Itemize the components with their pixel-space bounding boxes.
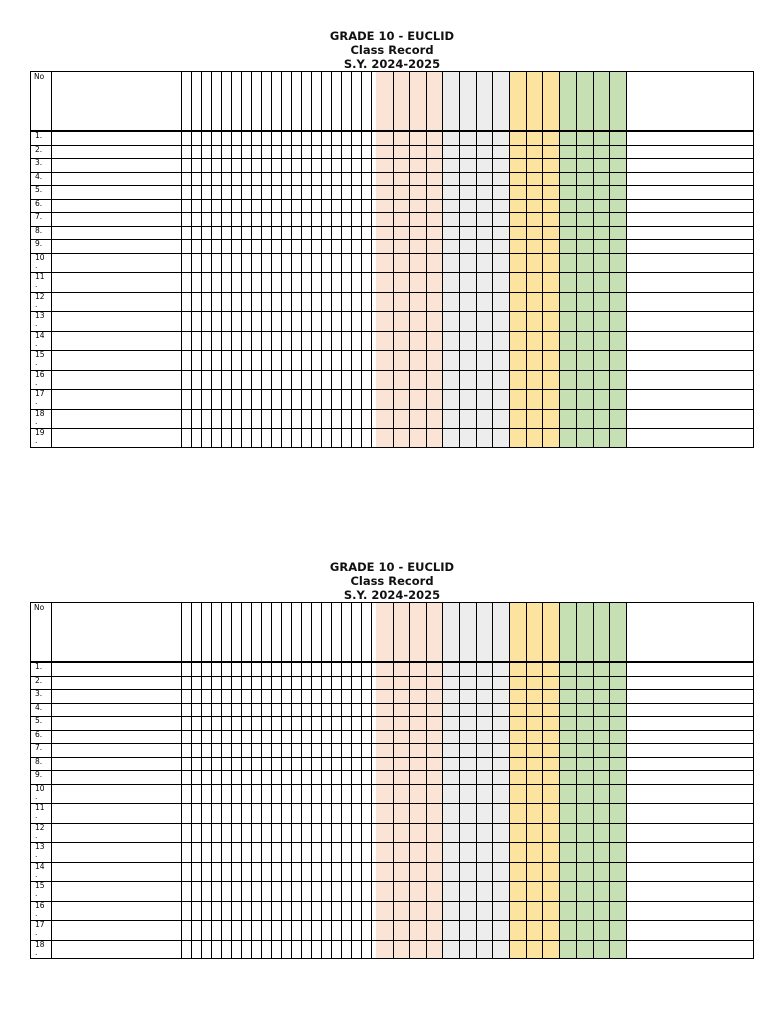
row-line [31, 292, 753, 293]
column-line [291, 72, 292, 447]
column-line [201, 603, 202, 958]
row-number: 4. [35, 702, 43, 712]
score-band-fill [542, 72, 559, 447]
row-number: 8. [35, 225, 43, 235]
row-line [31, 730, 753, 731]
row-line [31, 370, 753, 371]
score-band-fill [593, 603, 610, 958]
column-line [593, 72, 594, 447]
row-number: 7. [35, 743, 43, 752]
column-line [321, 603, 322, 958]
column-line [191, 603, 192, 958]
score-band-fill [442, 603, 459, 958]
score-band-fill [476, 72, 493, 447]
row-number: 16 . [35, 900, 45, 918]
column-line [231, 603, 232, 958]
column-line [261, 603, 262, 958]
column-line [409, 603, 410, 958]
row-number: 10 . [35, 252, 45, 270]
row-line [31, 428, 753, 429]
column-line [251, 72, 252, 447]
row-line [31, 212, 753, 213]
no-column-header: No [34, 72, 45, 81]
row-line [31, 842, 753, 843]
class-record-title: Class Record [350, 43, 434, 57]
row-number: 6. [35, 198, 43, 208]
row-line [31, 703, 753, 704]
row-line [31, 389, 753, 390]
row-line [31, 199, 753, 200]
row-line [31, 920, 753, 921]
column-line [442, 603, 443, 958]
row-number: 14 . [35, 330, 45, 348]
column-line [459, 72, 460, 447]
row-number: 17 . [35, 389, 45, 406]
column-line [251, 603, 252, 958]
column-line [341, 603, 342, 958]
column-line [361, 603, 362, 958]
column-line [426, 72, 427, 447]
score-band-fill [576, 72, 593, 447]
column-line [476, 72, 477, 447]
column-line [559, 603, 560, 958]
column-line [311, 603, 312, 958]
column-line [341, 72, 342, 447]
row-number: 3. [35, 158, 43, 167]
header-separator [31, 661, 753, 663]
column-line [311, 72, 312, 447]
column-line [526, 603, 527, 958]
score-band-fill [409, 603, 426, 958]
class-record-sheet-1 [30, 29, 754, 448]
row-number: 11 . [35, 272, 45, 289]
score-band-fill [393, 603, 410, 958]
column-line [281, 72, 282, 447]
column-line [492, 603, 493, 958]
row-line [31, 172, 753, 173]
column-line [201, 72, 202, 447]
column-line [576, 603, 577, 958]
row-line [31, 311, 753, 312]
row-number: 18 . [35, 408, 45, 426]
column-line [211, 603, 212, 958]
row-line [31, 784, 753, 785]
score-band-fill [609, 603, 626, 958]
column-line [221, 603, 222, 958]
column-line [626, 603, 627, 958]
score-band-fill [476, 603, 493, 958]
column-line [231, 72, 232, 447]
row-line [31, 743, 753, 744]
column-line [492, 72, 493, 447]
column-line [409, 72, 410, 447]
row-number: 2. [35, 144, 43, 154]
record-title [30, 29, 754, 71]
row-number: 5. [35, 185, 43, 194]
column-line [609, 603, 610, 958]
row-line [31, 716, 753, 717]
column-line [393, 72, 394, 447]
row-line [31, 823, 753, 824]
column-line [476, 603, 477, 958]
score-band-fill [376, 72, 393, 447]
column-line [221, 72, 222, 447]
score-band-fill [426, 603, 443, 958]
row-number: 8. [35, 756, 43, 766]
row-number: 15 . [35, 881, 45, 898]
column-line [281, 603, 282, 958]
score-band-fill [409, 72, 426, 447]
grade-section-title: GRADE 10 - EUCLID [329, 560, 455, 574]
class-record-title: Class Record [350, 574, 434, 588]
column-line [191, 72, 192, 447]
row-line [31, 757, 753, 758]
column-line [351, 603, 352, 958]
column-line [241, 72, 242, 447]
column-line [321, 72, 322, 447]
column-line [211, 72, 212, 447]
column-line [593, 603, 594, 958]
row-line [31, 226, 753, 227]
score-band-fill [459, 72, 476, 447]
row-line [31, 253, 753, 254]
header-separator [31, 130, 753, 132]
row-line [31, 185, 753, 186]
column-line [331, 72, 332, 447]
column-line [261, 72, 262, 447]
row-number: 7. [35, 212, 43, 221]
column-line [426, 603, 427, 958]
column-line [301, 72, 302, 447]
column-line [181, 72, 182, 447]
row-line [31, 145, 753, 146]
class-record-sheet-2 [30, 560, 754, 959]
score-band-fill [376, 603, 393, 958]
score-band-fill [542, 603, 559, 958]
score-band-fill [509, 72, 526, 447]
score-band-fill [526, 72, 543, 447]
row-number: 2. [35, 675, 43, 685]
row-number: 16 . [35, 369, 45, 387]
row-number: 4. [35, 171, 43, 181]
column-line [576, 72, 577, 447]
row-line [31, 770, 753, 771]
column-line [351, 72, 352, 447]
row-number: 10 . [35, 783, 45, 801]
column-line [526, 72, 527, 447]
column-line [509, 603, 510, 958]
column-line [181, 603, 182, 958]
column-line [51, 603, 52, 958]
score-band-fill [609, 72, 626, 447]
column-line [393, 603, 394, 958]
column-line [459, 603, 460, 958]
row-number: 11 . [35, 803, 45, 820]
row-line [31, 862, 753, 863]
no-column-header: No [34, 603, 45, 612]
record-title [30, 560, 754, 602]
column-line [542, 72, 543, 447]
row-line [31, 350, 753, 351]
school-year-title: S.Y. 2024-2025 [343, 57, 441, 71]
score-band-fill [442, 72, 459, 447]
row-number: 15 . [35, 350, 45, 367]
score-band-fill [459, 603, 476, 958]
row-number: 12 . [35, 291, 45, 309]
score-band-fill [576, 603, 593, 958]
column-line [361, 72, 362, 447]
row-number: 12 . [35, 822, 45, 840]
row-number: 13 . [35, 842, 45, 859]
score-band-fill [593, 72, 610, 447]
column-line [271, 603, 272, 958]
column-line [371, 72, 372, 447]
column-line [241, 603, 242, 958]
row-number: 9. [35, 239, 43, 248]
row-number: 18 . [35, 939, 45, 957]
row-number: 1. [35, 662, 43, 671]
row-line [31, 676, 753, 677]
column-line [609, 72, 610, 447]
score-band-fill [492, 603, 509, 958]
score-band-fill [509, 603, 526, 958]
column-line [442, 72, 443, 447]
row-number: 19 . [35, 428, 45, 445]
row-line [31, 239, 753, 240]
score-band-fill [559, 603, 576, 958]
score-band-fill [526, 603, 543, 958]
row-line [31, 901, 753, 902]
column-line [51, 72, 52, 447]
column-line [291, 603, 292, 958]
grade-table [30, 602, 754, 959]
row-number: 9. [35, 770, 43, 779]
school-year-title: S.Y. 2024-2025 [343, 588, 441, 602]
row-number: 5. [35, 716, 43, 725]
row-line [31, 803, 753, 804]
row-number: 14 . [35, 861, 45, 879]
score-band-fill [492, 72, 509, 447]
row-line [31, 689, 753, 690]
column-line [559, 72, 560, 447]
row-number: 17 . [35, 920, 45, 937]
column-line [542, 603, 543, 958]
row-line [31, 272, 753, 273]
row-number: 6. [35, 729, 43, 739]
row-line [31, 409, 753, 410]
row-number: 1. [35, 131, 43, 140]
row-line [31, 158, 753, 159]
column-line [301, 603, 302, 958]
row-number: 3. [35, 689, 43, 698]
row-line [31, 881, 753, 882]
score-band-fill [393, 72, 410, 447]
grade-table [30, 71, 754, 448]
row-line [31, 331, 753, 332]
score-band-fill [426, 72, 443, 447]
score-band-fill [559, 72, 576, 447]
column-line [509, 72, 510, 447]
grade-section-title: GRADE 10 - EUCLID [329, 29, 455, 43]
column-line [371, 603, 372, 958]
row-number: 13 . [35, 311, 45, 328]
row-line [31, 940, 753, 941]
column-line [271, 72, 272, 447]
column-line [626, 72, 627, 447]
column-line [331, 603, 332, 958]
